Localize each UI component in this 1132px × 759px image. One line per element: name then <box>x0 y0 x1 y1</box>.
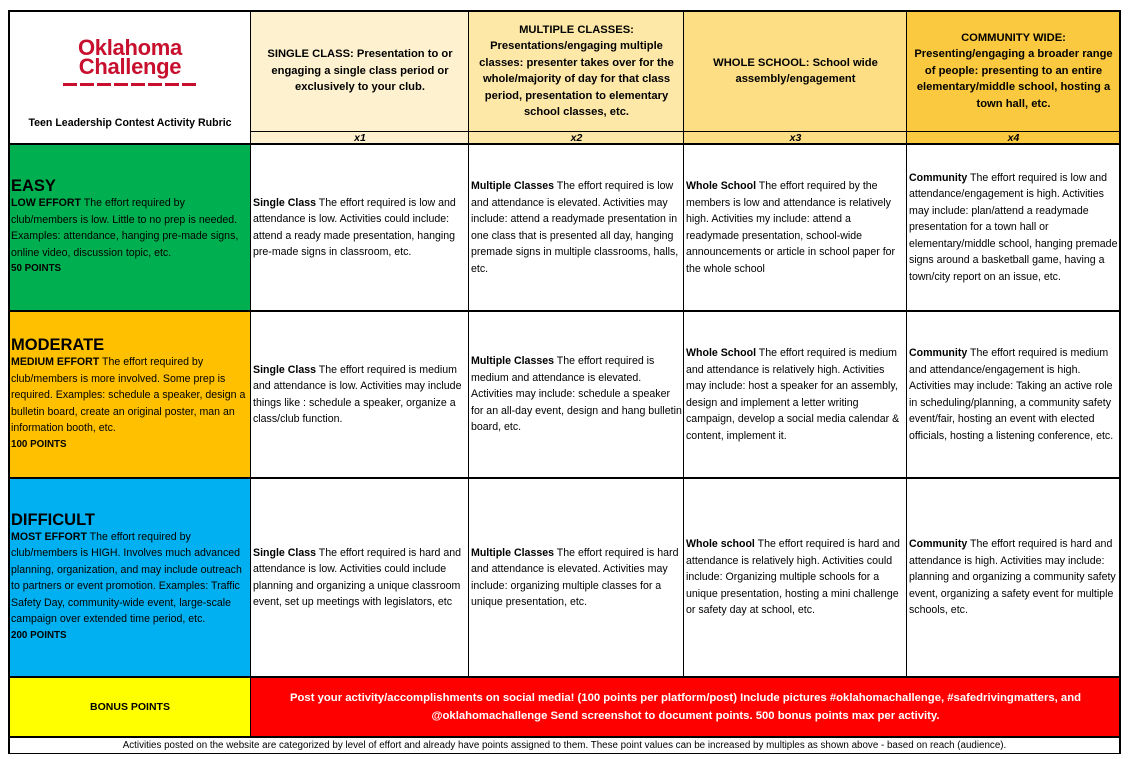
level-description: MOST EFFORT The effort required by club/members is HIGH. Involves much advanced planning, organization, and may include outreach to partners or event promotion. Examples: Traffic Safety Day, community-wide event, large-scale campaign over extended time period, etc. <box>11 530 242 626</box>
column-header-whole-school: WHOLE SCHOOL: School wide assembly/engagement <box>684 11 907 131</box>
level-title: EASY <box>11 177 56 196</box>
logo-cell <box>9 11 251 131</box>
level-difficult <box>9 478 251 677</box>
level-title: MODERATE <box>11 336 105 354</box>
cell-moderate-community: Community The effort required is medium and attendance/engagement is high. Activities may include: Taking an active role in scheduling/planning, a community safety event/fair, hosting an event with elected officials, hosting a listening conference, etc. <box>909 347 1114 442</box>
cell-moderate-multiple-classes: Multiple Classes The effort required is medium and attendance is elevated. Activities may include: schedule a speaker for an all-day event, design and hang bulletin board, etc. <box>471 355 682 434</box>
cell-easy-multiple-classes: Multiple Classes The effort required is low and attendance is elevated. Activities may include: attend a readymade presentation in one class that is presented all day, hanging premade signs in multiple classrooms, halls, etc. <box>471 180 679 275</box>
level-moderate <box>9 311 251 478</box>
column-header-single-class: SINGLE CLASS: Presentation to or engaging a single class period or exclusively to your club. <box>251 11 469 131</box>
level-description: LOW EFFORT The effort required by club/members is low. Little to no prep is needed. Examples: attendance, hanging pre-made signs, online video, discussion topic, etc. <box>11 197 239 259</box>
logo-line2: Challenge <box>78 54 182 79</box>
level-points: 50 POINTS <box>11 263 62 275</box>
column-header-multiple-classes: MULTIPLE CLASSES: Presentations/engaging multiple classes: presenter takes over for the whole/majority of day for that class period, presentation to elementary school classes, etc. <box>469 11 684 131</box>
multiplier-single-class: x1 <box>251 131 469 144</box>
multiplier-whole-school: x3 <box>684 131 907 144</box>
level-description: MEDIUM EFFORT The effort required by club/members is more involved. Some prep is required. Examples: schedule a speaker, design a bulletin board, create an original poster, man an information booth, etc. <box>11 356 246 434</box>
cell-difficult-single-class: Single Class The effort required is hard and attendance is low. Activities could include planning and organizing a unique classroom event, set up meetings with legislators, etc <box>253 546 462 608</box>
oklahoma-challenge-logo <box>9 37 251 99</box>
cell-moderate-single-class: Single Class The effort required is medium and attendance is low. Activities may include things like : schedule a speaker, organize a class/club function. <box>253 363 462 425</box>
cell-difficult-multiple-classes: Multiple Classes The effort required is hard and attendance is elevated. Activities may include: organizing multiple classes for a unique presentation, etc. <box>471 546 679 608</box>
bonus-points-text: Post your activity/accomplishments on social media! (100 points per platform/post) Include pictures #oklahomachallenge, #safedrivingmatters, and @oklahomachallenge Send screenshot to document points. 500 bonus points max per activity. <box>251 677 1120 737</box>
level-points: 100 POINTS <box>11 438 67 450</box>
column-header-community-wide: COMMUNITY WIDE: Presenting/engaging a broader range of people: presenting to an entire elementary/middle school, hosting a town hall, etc. <box>907 11 1120 131</box>
cell-difficult-whole-school: Whole school The effort required is hard and attendance is relatively high. Activities could include: Organizing multiple schools for a unique presentation, hosting a mini challenge or safety day at school, etc. <box>686 538 900 617</box>
cell-easy-single-class: Single Class The effort required is low and attendance is low. Activities could include: attend a ready made presentation, hanging pre-made signs in classroom, etc. <box>253 196 456 258</box>
multiplier-community-wide: x4 <box>907 131 1120 144</box>
rubric-title: Teen Leadership Contest Activity Rubric <box>28 117 232 129</box>
level-title: DIFFICULT <box>11 510 96 529</box>
multiplier-multiple-classes: x2 <box>469 131 684 144</box>
cell-easy-community: Community The effort required is low and attendance/engagement is high. Activities may include: plan/attend a readymade presentation for a town hall or elementary/middle school, hanging premade signs around a basketball game, having a town/city report on an issue, etc. <box>909 171 1118 283</box>
level-easy <box>9 144 251 311</box>
cell-moderate-whole-school: Whole School The effort required is medium and attendance is relatively high. Activities may include: host a speaker for an assembly, design and implement a letter writing campaign, develop a social media calendar & content, implement it. <box>686 347 900 442</box>
level-points: 200 POINTS <box>11 629 67 641</box>
cell-easy-whole-school: Whole School The effort required by the members is low and attendance is relatively high. Activities my include: attend a readymade presentation, school-wide announcements or article in school paper for the whole school <box>686 180 896 275</box>
footnote: Activities posted on the website are categorized by level of effort and already have points assigned to them. These point values can be increased by multiples as shown above - based on reach (audience). <box>122 740 1007 751</box>
cell-difficult-community: Community The effort required is hard and attendance is high. Activities may include: planning and organizing a community safety event, organizing a safety event for multiple schools, etc. <box>909 538 1116 617</box>
logo-line1: Oklahoma <box>78 35 182 60</box>
bonus-points-label: BONUS POINTS <box>9 677 251 737</box>
